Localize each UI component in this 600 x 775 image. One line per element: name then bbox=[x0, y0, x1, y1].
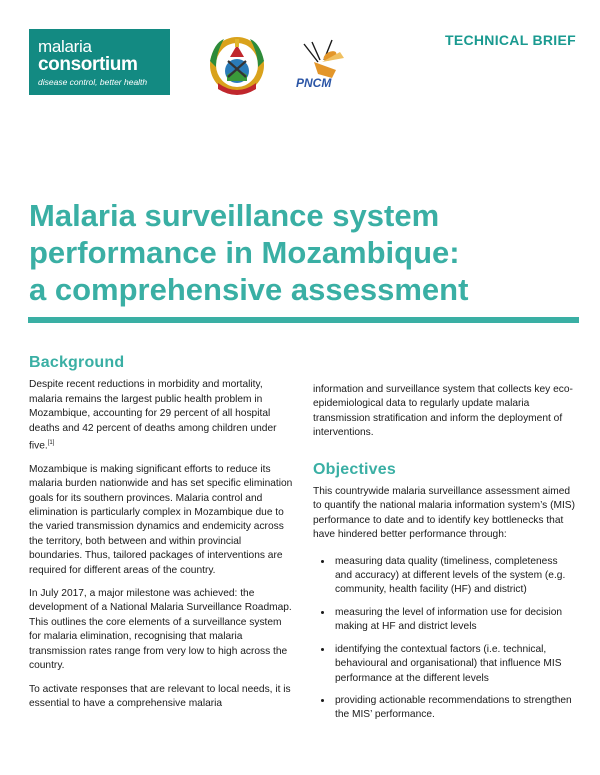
list-item: • measuring data quality (timeliness, completeness and accuracy) at different levels of the system (e.g. community, health facility (HF) and district) bbox=[333, 555, 577, 598]
list-item: • measuring the level of information use for decision making at HF and district levels bbox=[333, 606, 577, 635]
logo-line-1: malaria bbox=[38, 37, 92, 56]
right-column bbox=[313, 383, 577, 731]
mozambique-emblem-icon bbox=[206, 31, 268, 95]
list-item: • providing actionable recommendations to strengthen the MIS’ performance. bbox=[333, 694, 577, 723]
title-divider bbox=[28, 317, 579, 323]
title-line: Malaria surveillance system bbox=[29, 198, 440, 233]
background-paragraph-continued: information and surveillance system that collects key eco-epidemiological data to regularly update malaria transmission stratification and inform the deployment of interventions. bbox=[313, 384, 573, 439]
background-heading: Background bbox=[29, 354, 125, 371]
left-column bbox=[29, 356, 293, 720]
logo-line-2: consortium bbox=[38, 54, 138, 75]
background-paragraph: Mozambique is making significant efforts to reduce its malaria burden nationwide and has set specific elimination goals for its southern provinces. Malaria control and elimination is particularly complex in Mozambique due to the varied transmission dynamics and endemicity across the territory, both between and within provincial boundaries. Thus, tailored packages of interventions are required for different areas of the country. bbox=[29, 463, 293, 576]
objectives-heading: Objectives bbox=[313, 460, 396, 478]
page-title bbox=[29, 197, 579, 308]
pncm-text: PNCM bbox=[296, 76, 332, 90]
pncm-mosquito-logo-icon bbox=[292, 38, 354, 90]
objectives-list bbox=[313, 555, 577, 723]
title-line: performance in Mozambique: bbox=[29, 235, 460, 270]
reference-marker: [1] bbox=[47, 440, 55, 447]
background-paragraph: In July 2017, a major milestone was achieved: the development of a National Malaria Surveillance Roadmap. This outlines the core elements of a surveillance system for malaria elimination, recognising that malaria transmission rates range from very low to high across the country. bbox=[29, 588, 292, 672]
title-line: a comprehensive assessment bbox=[29, 272, 469, 307]
malaria-consortium-logo bbox=[29, 29, 170, 95]
document-type-label: TECHNICAL BRIEF bbox=[444, 32, 576, 48]
logo-tagline: disease control, better health bbox=[38, 77, 148, 87]
background-paragraph: To activate responses that are relevant to local needs, it is essential to have a comprehensive malaria bbox=[29, 683, 291, 709]
background-paragraph: Despite recent reductions in morbidity and mortality, malaria remains the largest public health problem in Mozambique, accounting for 29 percent of all hospital deaths and 42 percent of deaths among children under five.[1] bbox=[29, 379, 277, 452]
objectives-intro: This countrywide malaria surveillance assessment aimed to quantify the national malaria information system’s (MIS) performance to date and to identify key bottlenecks that have hindered better performance through: bbox=[313, 486, 575, 541]
list-item: • identifying the contextual factors (i.e. technical, behavioural and organisational) that influence MIS performance at the different levels bbox=[333, 643, 577, 686]
